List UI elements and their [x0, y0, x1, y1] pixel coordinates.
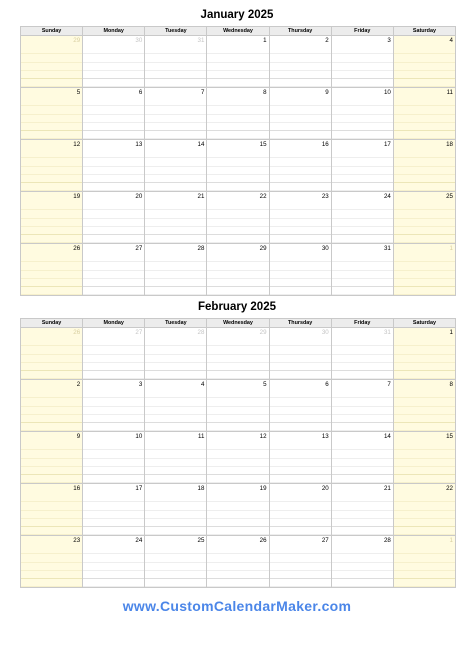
week-row	[21, 140, 456, 192]
writing-lines	[145, 494, 206, 535]
day-cell[interactable]	[21, 536, 83, 588]
day-cell[interactable]	[83, 36, 145, 88]
writing-lines	[145, 338, 206, 379]
day-cell[interactable]	[393, 192, 455, 244]
day-number: 28	[383, 537, 391, 544]
writing-lines	[394, 98, 455, 139]
day-number: 3	[387, 37, 391, 44]
day-cell[interactable]	[21, 328, 83, 380]
writing-lines	[83, 390, 144, 431]
day-number: 30	[135, 37, 143, 44]
writing-lines	[332, 338, 393, 379]
weekday-header: Monday	[83, 27, 145, 36]
writing-lines	[207, 46, 268, 87]
day-cell[interactable]	[331, 192, 393, 244]
day-cell[interactable]	[269, 192, 331, 244]
day-number: 27	[321, 537, 329, 544]
day-number: 18	[446, 141, 453, 148]
day-number: 31	[383, 245, 391, 252]
day-cell[interactable]	[83, 244, 145, 296]
day-number: 28	[197, 245, 205, 252]
day-cell[interactable]	[207, 432, 269, 484]
writing-lines	[207, 338, 268, 379]
day-cell[interactable]	[269, 432, 331, 484]
day-number: 30	[321, 245, 329, 252]
day-number: 18	[197, 485, 205, 492]
writing-lines	[83, 46, 144, 87]
day-number: 24	[135, 537, 143, 544]
writing-lines	[21, 390, 82, 431]
writing-lines	[21, 46, 82, 87]
day-number: 3	[138, 381, 143, 388]
day-cell[interactable]	[207, 88, 269, 140]
day-cell[interactable]	[393, 88, 455, 140]
day-number: 14	[197, 141, 205, 148]
day-number: 26	[73, 245, 81, 252]
day-number: 20	[135, 193, 143, 200]
day-cell[interactable]	[331, 140, 393, 192]
writing-lines	[394, 494, 455, 535]
writing-lines	[270, 46, 331, 87]
writing-lines	[21, 254, 82, 295]
day-number: 19	[259, 485, 267, 492]
day-cell[interactable]	[145, 380, 207, 432]
day-cell[interactable]	[145, 328, 207, 380]
day-cell[interactable]	[207, 536, 269, 588]
writing-lines	[83, 98, 144, 139]
writing-lines	[145, 390, 206, 431]
writing-lines	[207, 494, 268, 535]
day-number: 6	[325, 381, 329, 388]
day-number: 23	[321, 193, 329, 200]
writing-lines	[145, 46, 206, 87]
weekday-header: Wednesday	[207, 27, 269, 36]
day-number: 6	[138, 89, 143, 96]
day-cell[interactable]	[21, 380, 83, 432]
writing-lines	[145, 546, 206, 587]
day-cell[interactable]	[269, 36, 331, 88]
writing-lines	[207, 442, 268, 483]
day-number: 27	[135, 245, 143, 252]
day-cell[interactable]	[269, 244, 331, 296]
day-cell[interactable]	[331, 244, 393, 296]
day-cell[interactable]	[145, 484, 207, 536]
day-cell[interactable]	[21, 484, 83, 536]
day-cell[interactable]	[207, 244, 269, 296]
writing-lines	[21, 98, 82, 139]
week-row	[21, 380, 456, 432]
day-cell[interactable]	[331, 484, 393, 536]
writing-lines	[83, 338, 144, 379]
day-number: 26	[73, 329, 81, 336]
day-number: 4	[200, 381, 205, 388]
day-number: 11	[446, 89, 453, 96]
day-number: 14	[383, 433, 391, 440]
day-number: 13	[321, 433, 329, 440]
writing-lines	[207, 390, 268, 431]
writing-lines	[270, 494, 331, 535]
day-cell[interactable]	[331, 328, 393, 380]
month-title-february: February 2025	[198, 301, 276, 313]
day-number: 31	[383, 329, 391, 336]
writing-lines	[394, 390, 455, 431]
day-cell[interactable]	[207, 484, 269, 536]
day-cell[interactable]	[21, 36, 83, 88]
weekday-header: Sunday	[21, 319, 83, 328]
writing-lines	[270, 98, 331, 139]
day-number: 20	[321, 485, 329, 492]
day-number: 22	[446, 485, 453, 492]
writing-lines	[270, 442, 331, 483]
day-cell[interactable]	[145, 140, 207, 192]
day-number: 21	[383, 485, 391, 492]
writing-lines	[83, 442, 144, 483]
day-number: 22	[259, 193, 267, 200]
writing-lines	[207, 150, 268, 191]
day-cell[interactable]	[21, 88, 83, 140]
day-cell[interactable]	[83, 380, 145, 432]
writing-lines	[83, 494, 144, 535]
day-number: 25	[446, 193, 453, 200]
weekday-header: Saturday	[393, 319, 455, 328]
day-number: 8	[449, 381, 453, 388]
weekday-header: Monday	[83, 319, 145, 328]
weekday-header: Saturday	[393, 27, 455, 36]
day-number: 1	[449, 537, 453, 544]
day-cell[interactable]	[331, 536, 393, 588]
day-number: 9	[325, 89, 329, 96]
day-number: 29	[73, 37, 81, 44]
writing-lines	[145, 98, 206, 139]
writing-lines	[332, 254, 393, 295]
writing-lines	[83, 546, 144, 587]
day-cell[interactable]	[269, 536, 331, 588]
week-row	[21, 88, 456, 140]
weekday-header: Friday	[331, 27, 393, 36]
day-cell[interactable]	[145, 244, 207, 296]
week-row	[21, 484, 456, 536]
day-cell[interactable]	[21, 244, 83, 296]
day-cell[interactable]	[207, 36, 269, 88]
writing-lines	[83, 254, 144, 295]
day-number: 1	[449, 245, 453, 252]
month-title-january: January 2025	[200, 9, 274, 21]
weekday-header: Thursday	[269, 27, 331, 36]
writing-lines	[332, 390, 393, 431]
day-cell[interactable]	[145, 192, 207, 244]
day-cell[interactable]	[145, 536, 207, 588]
day-number: 4	[449, 37, 453, 44]
day-cell[interactable]	[393, 380, 455, 432]
weekday-header: Sunday	[21, 27, 83, 36]
weekday-header: Tuesday	[145, 27, 207, 36]
day-number: 13	[135, 141, 143, 148]
day-number: 17	[135, 485, 143, 492]
day-cell[interactable]	[269, 88, 331, 140]
day-number: 29	[259, 329, 267, 336]
day-cell[interactable]	[393, 36, 455, 88]
day-cell[interactable]	[269, 484, 331, 536]
day-number: 10	[135, 433, 143, 440]
day-number: 29	[259, 245, 267, 252]
writing-lines	[83, 150, 144, 191]
writing-lines	[270, 390, 331, 431]
day-number: 26	[259, 537, 267, 544]
day-cell[interactable]	[393, 328, 455, 380]
writing-lines	[270, 254, 331, 295]
day-number: 11	[197, 433, 205, 440]
weekday-header-row	[21, 319, 456, 328]
day-number: 19	[73, 193, 81, 200]
writing-lines	[207, 254, 268, 295]
writing-lines	[332, 202, 393, 243]
writing-lines	[83, 202, 144, 243]
writing-lines	[145, 202, 206, 243]
day-number: 24	[383, 193, 391, 200]
day-cell[interactable]	[83, 192, 145, 244]
day-cell[interactable]	[21, 192, 83, 244]
day-cell[interactable]	[145, 88, 207, 140]
day-number: 28	[197, 329, 205, 336]
day-cell[interactable]	[331, 88, 393, 140]
day-cell[interactable]	[207, 140, 269, 192]
writing-lines	[270, 150, 331, 191]
day-number: 5	[76, 89, 81, 96]
writing-lines	[332, 46, 393, 87]
writing-lines	[394, 254, 455, 295]
day-cell[interactable]	[145, 432, 207, 484]
day-number: 25	[197, 537, 205, 544]
writing-lines	[145, 254, 206, 295]
writing-lines	[394, 150, 455, 191]
weekday-header-row	[21, 27, 456, 36]
writing-lines	[394, 442, 455, 483]
writing-lines	[332, 546, 393, 587]
day-number: 1	[449, 329, 453, 336]
week-row	[21, 328, 456, 380]
day-cell[interactable]	[83, 88, 145, 140]
day-number: 15	[259, 141, 267, 148]
writing-lines	[332, 98, 393, 139]
day-number: 5	[263, 381, 267, 388]
week-row	[21, 36, 456, 88]
day-cell[interactable]	[393, 140, 455, 192]
writing-lines	[145, 150, 206, 191]
day-cell[interactable]	[331, 380, 393, 432]
day-number: 31	[197, 37, 205, 44]
day-number: 30	[321, 329, 329, 336]
day-cell[interactable]	[21, 432, 83, 484]
writing-lines	[21, 546, 82, 587]
day-cell[interactable]	[207, 192, 269, 244]
writing-lines	[145, 442, 206, 483]
day-cell[interactable]	[393, 432, 455, 484]
week-row	[21, 244, 456, 296]
day-cell[interactable]	[269, 328, 331, 380]
day-cell[interactable]	[269, 380, 331, 432]
writing-lines	[207, 202, 268, 243]
writing-lines	[21, 494, 82, 535]
day-number: 23	[73, 537, 81, 544]
day-cell[interactable]	[269, 140, 331, 192]
day-number: 7	[200, 89, 205, 96]
footer-website-link[interactable]: www.CustomCalendarMaker.com	[122, 598, 352, 614]
weekday-header: Tuesday	[145, 319, 207, 328]
day-number: 12	[259, 433, 267, 440]
writing-lines	[270, 546, 331, 587]
writing-lines	[394, 46, 455, 87]
day-cell[interactable]	[393, 484, 455, 536]
calendar-grid-february	[20, 318, 456, 588]
writing-lines	[21, 202, 82, 243]
writing-lines	[394, 202, 455, 243]
day-number: 7	[387, 381, 391, 388]
day-cell[interactable]	[83, 536, 145, 588]
week-row	[21, 432, 456, 484]
weekday-header: Thursday	[269, 319, 331, 328]
day-number: 21	[197, 193, 205, 200]
writing-lines	[21, 442, 82, 483]
day-number: 9	[76, 433, 81, 440]
day-number: 8	[263, 89, 267, 96]
day-number: 27	[135, 329, 143, 336]
day-cell[interactable]	[83, 484, 145, 536]
calendar-grid-january	[20, 26, 456, 296]
day-number: 16	[321, 141, 329, 148]
week-row	[21, 192, 456, 244]
day-cell[interactable]	[393, 536, 455, 588]
day-cell[interactable]	[83, 328, 145, 380]
writing-lines	[270, 338, 331, 379]
day-cell[interactable]	[21, 140, 83, 192]
day-cell[interactable]	[331, 36, 393, 88]
day-number: 17	[383, 141, 391, 148]
writing-lines	[332, 442, 393, 483]
weekday-header: Wednesday	[207, 319, 269, 328]
day-number: 2	[325, 37, 329, 44]
weekday-header: Friday	[331, 319, 393, 328]
day-cell[interactable]	[207, 328, 269, 380]
writing-lines	[207, 98, 268, 139]
day-number: 12	[73, 141, 81, 148]
day-cell[interactable]	[83, 140, 145, 192]
day-number: 16	[73, 485, 81, 492]
day-number: 15	[446, 433, 453, 440]
day-cell[interactable]	[331, 432, 393, 484]
day-number: 1	[263, 37, 267, 44]
writing-lines	[21, 150, 82, 191]
day-cell[interactable]	[207, 380, 269, 432]
day-number: 10	[383, 89, 391, 96]
writing-lines	[207, 546, 268, 587]
writing-lines	[332, 150, 393, 191]
day-cell[interactable]	[393, 244, 455, 296]
day-number: 2	[76, 381, 81, 388]
day-cell[interactable]	[145, 36, 207, 88]
day-cell[interactable]	[83, 432, 145, 484]
writing-lines	[270, 202, 331, 243]
week-row	[21, 536, 456, 588]
writing-lines	[394, 546, 455, 587]
writing-lines	[332, 494, 393, 535]
writing-lines	[394, 338, 455, 379]
writing-lines	[21, 338, 82, 379]
